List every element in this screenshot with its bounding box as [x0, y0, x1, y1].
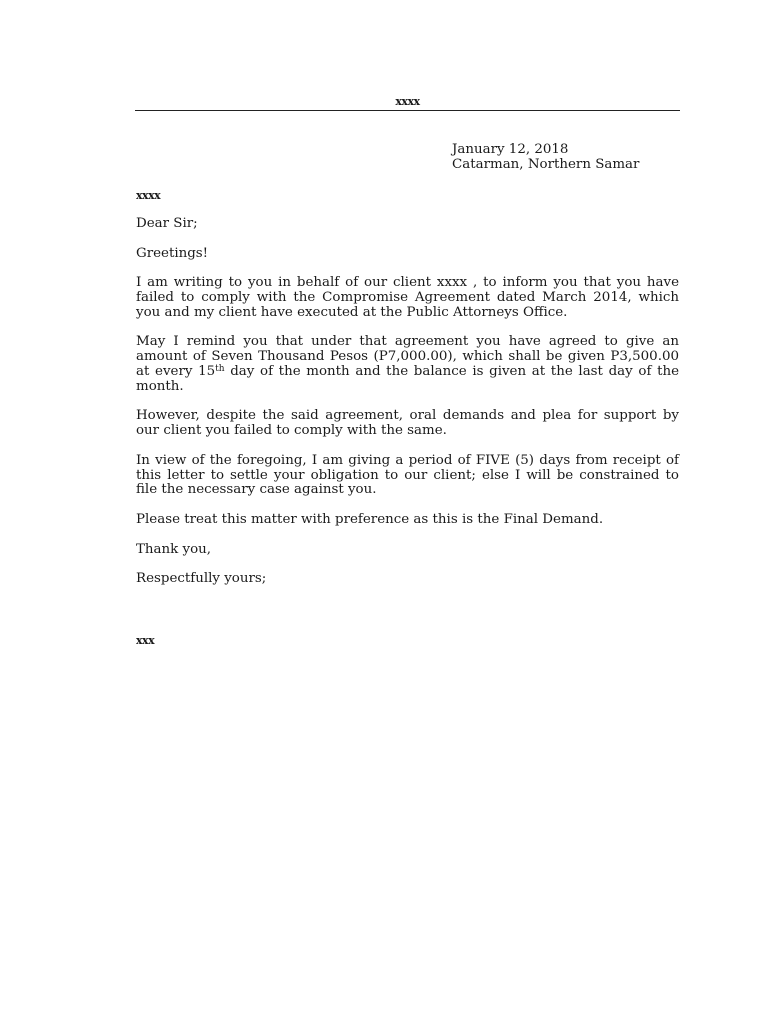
greeting: Greetings!: [136, 245, 209, 261]
paragraph-2: [136, 335, 679, 394]
ordinal-suffix: th: [215, 363, 225, 374]
paragraph-5: Please treat this matter with preference as this is the Final Demand.: [136, 511, 604, 527]
paragraph-4: In view of the foregoing, I am giving a period of FIVE (5) days from receipt of this letter to settle your obligation to our client; else I will be constrained to file the necessary case against you.: [136, 452, 679, 498]
paragraph-3: However, despite the said agreement, oral demands and plea for support by our client you failed to comply with the same.: [136, 408, 679, 439]
closing-thanks: Thank you,: [136, 541, 212, 557]
letterhead-rule: [135, 110, 680, 111]
letter-body: [136, 217, 679, 602]
signature-name: xxx: [136, 634, 155, 647]
letter-place: Catarman, Northern Samar: [452, 156, 640, 172]
letter-date: January 12, 2018: [452, 142, 569, 157]
salutation: Dear Sir;: [136, 216, 198, 231]
letterhead-title: xxxx: [395, 95, 420, 108]
paragraph-1: I am writing to you in behalf of our client xxxx , to inform you that you have failed to comply with the Compromise Agreement dated March 2014, which you and my client have executed at the Public Attorneys Office.: [136, 275, 679, 320]
date-block: [452, 143, 692, 173]
paragraph-2-part-1: May I remind you that under that agreement you have agreed to give an amount of Seven Thousand Pesos (P7,000.00), which shall be given P3,500.00 at every 15: [136, 334, 679, 379]
closing-sign-off: Respectfully yours;: [136, 571, 267, 587]
paragraph-2-part-2: day of the month and the balance is given at the last day of the month.: [136, 363, 679, 394]
recipient-name: xxxx: [136, 189, 161, 202]
